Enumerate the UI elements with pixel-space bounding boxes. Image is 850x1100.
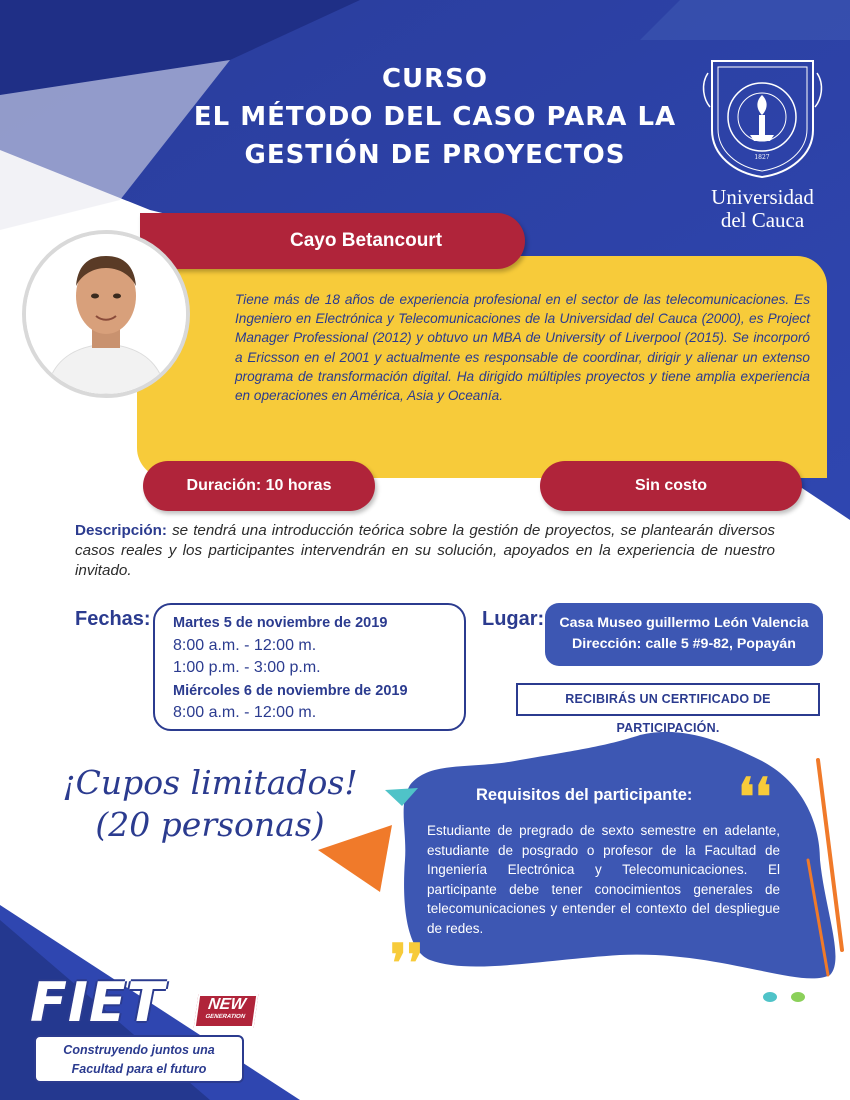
certificate-notice: RECIBIRÁS UN CERTIFICADO DE PARTICIPACIÓN. xyxy=(516,683,820,716)
title-line-1: CURSO xyxy=(381,64,489,94)
date-day-1: Martes 5 de noviembre de 2019 xyxy=(173,615,388,631)
place-address: Dirección: calle 5 #9-82, Popayán xyxy=(572,636,796,652)
speaker-photo xyxy=(22,230,190,398)
place-label: Lugar: xyxy=(482,608,545,630)
title-line-3: GESTIÓN DE PROYECTOS xyxy=(244,140,626,170)
speaker-name-pill xyxy=(140,213,525,269)
dates-list xyxy=(173,612,463,725)
badge-generation: GENERATION xyxy=(204,1014,246,1020)
slogan-line-1: Construyendo juntos una xyxy=(63,1043,215,1057)
requirements-title: Requisitos del participante: xyxy=(476,786,693,804)
requirements-text: Estudiante de pregrado de sexto semestre en adelante, estudiante de posgrado o profesor de la Facultad de Ingeniería Electrónica y Telecomunicaciones. El participante debe tener conocimientos generales de telecomunicaciones y entender el contexto del despliegue de redes. xyxy=(427,823,780,936)
date-day-2: Miércoles 6 de noviembre de 2019 xyxy=(173,682,408,699)
new-generation-badge xyxy=(194,994,259,1028)
green-dot-2 xyxy=(791,992,805,1002)
place-name: Casa Museo guillermo León Valencia xyxy=(559,615,809,631)
place-box xyxy=(545,603,823,666)
dates-label: Fechas: xyxy=(75,608,151,630)
duration-pill: Duración: 10 horas xyxy=(143,461,375,511)
description-label: Descripción: xyxy=(75,522,167,539)
limited-seats-line-1: ¡Cupos limitados! xyxy=(62,763,358,802)
slogan-line-2: Facultad para el futuro xyxy=(71,1062,207,1076)
person-avatar-icon xyxy=(26,234,186,394)
fiet-slogan xyxy=(34,1035,244,1083)
university-name xyxy=(690,186,835,232)
description xyxy=(75,521,775,581)
speaker-bio: Tiene más de 18 años de experiencia profesional en el sector de las telecomunicaciones. Es Ingeniero en Electrónica y Telecomunicaciones de la Universidad del Cauca (2000), es Project Manager Professional (2012) y obtuvo un MBA de University of Liverpool (2015). Se incorporó a Ericsson en el 2001 y actualmente es responsable de coordinar, dirigir y alienar un extenso programa de transformación digital. Ha dirigido múltiples proyectos y tiene amplia experiencia en operaciones en América, Asia y Oceanía. xyxy=(235,292,810,404)
university-seal-icon xyxy=(700,55,825,180)
teal-dot-1 xyxy=(763,992,777,1002)
cost-pill: Sin costo xyxy=(540,461,802,511)
course-title xyxy=(150,60,720,174)
limited-seats-line-2: (20 personas) xyxy=(95,805,325,844)
university-name-line-2: del Cauca xyxy=(720,208,805,232)
date-day-2-slot-1: 8:00 a.m. - 12:00 m. xyxy=(173,704,317,721)
university-name-line-1: Universidad xyxy=(711,185,814,209)
speaker-name: Cayo Betancourt xyxy=(290,230,443,251)
description-text: se tendrá una introducción teórica sobre la gestión de proyectos, se plantearán diversos casos reales y los participantes intervendrán en su solución, apoyados en la experiencia de nuestro invitado. xyxy=(75,522,775,579)
limited-seats xyxy=(60,762,360,846)
date-day-1-slot-1: 8:00 a.m. - 12:00 m. xyxy=(173,636,317,654)
date-day-1-slot-2: 1:00 p.m. - 3:00 p.m. xyxy=(173,659,321,676)
badge-new: NEW xyxy=(207,996,247,1013)
fiet-logo: FIET xyxy=(30,971,165,1034)
seal-year: 1827 xyxy=(754,154,770,161)
close-quote-icon: ❜❜ xyxy=(390,933,424,994)
open-quote-icon: ❛❛ xyxy=(738,767,772,828)
title-line-2: EL MÉTODO DEL CASO PARA LA xyxy=(193,102,677,132)
